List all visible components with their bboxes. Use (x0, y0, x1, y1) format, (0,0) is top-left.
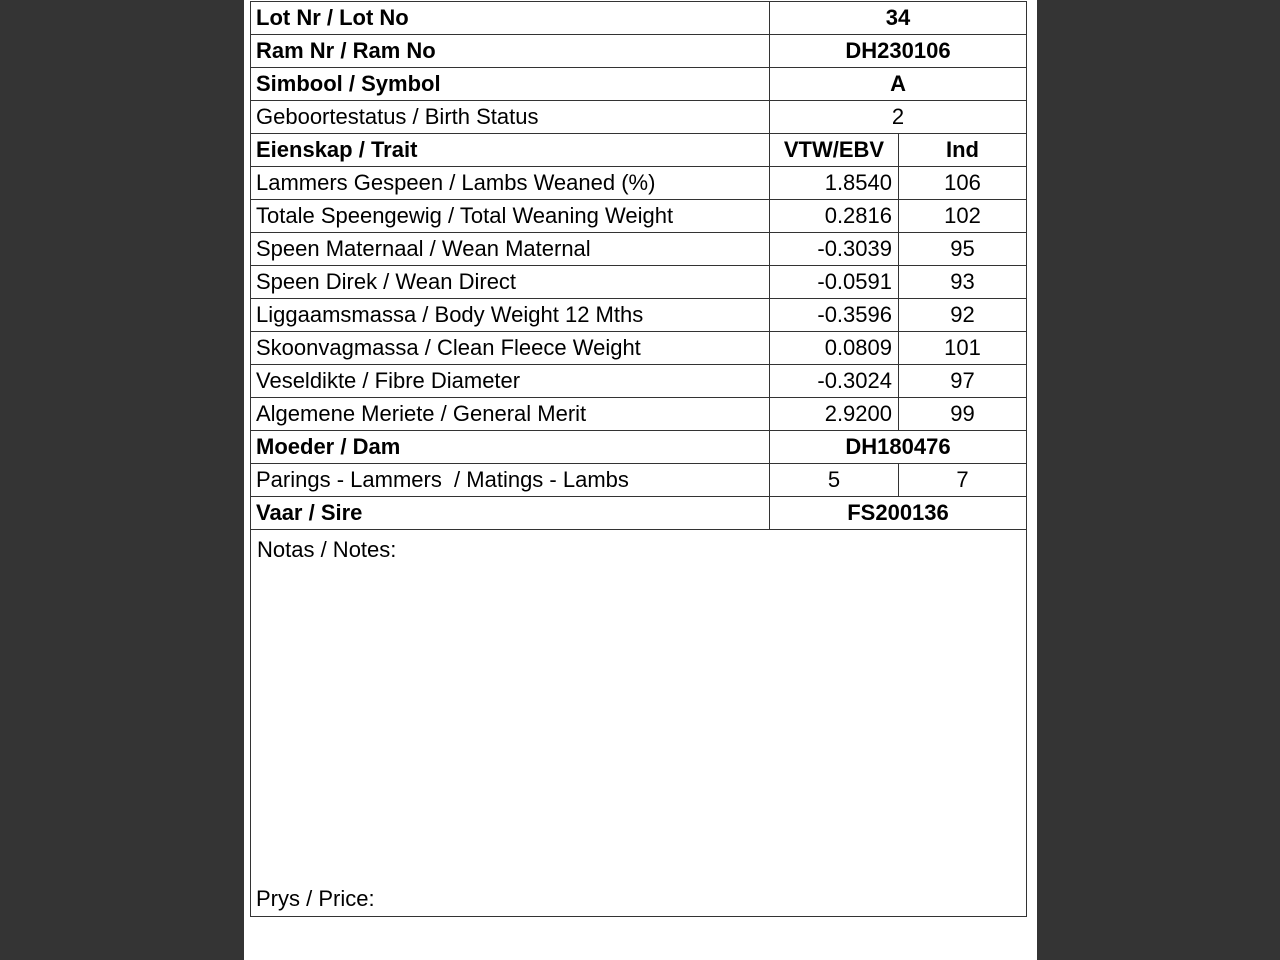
trait-label: Veseldikte / Fibre Diameter (251, 365, 770, 398)
sire-value: FS200136 (770, 497, 1027, 530)
trait-row (251, 365, 1027, 398)
trait-label: Algemene Meriete / General Merit (251, 398, 770, 431)
sire-row (251, 497, 1027, 530)
trait-row (251, 398, 1027, 431)
ind-header: Ind (899, 134, 1027, 167)
trait-label: Lammers Gespeen / Lambs Weaned (%) (251, 167, 770, 200)
lot-sheet (244, 0, 1037, 960)
price-label: Prys / Price: (256, 886, 375, 911)
trait-row (251, 266, 1027, 299)
trait-ind: 95 (899, 233, 1027, 266)
lambs-count: 7 (899, 464, 1027, 497)
notes-label: Notas / Notes: (257, 537, 397, 562)
ram-label: Ram Nr / Ram No (251, 35, 770, 68)
birth-status-value: 2 (770, 101, 1027, 134)
dam-value: DH180476 (770, 431, 1027, 464)
symbol-row (251, 68, 1027, 101)
dam-label: Moeder / Dam (251, 431, 770, 464)
matings-label: Parings - Lammers / Matings - Lambs (251, 464, 770, 497)
trait-label: Skoonvagmassa / Clean Fleece Weight (251, 332, 770, 365)
trait-ebv: 0.0809 (770, 332, 899, 365)
lot-row (251, 2, 1027, 35)
ebv-header: VTW/EBV (770, 134, 899, 167)
trait-header-label: Eienskap / Trait (251, 134, 770, 167)
trait-ind: 93 (899, 266, 1027, 299)
trait-label: Speen Direk / Wean Direct (251, 266, 770, 299)
trait-row (251, 299, 1027, 332)
trait-ind: 92 (899, 299, 1027, 332)
matings-row (251, 464, 1027, 497)
trait-ebv: -0.3024 (770, 365, 899, 398)
trait-row (251, 233, 1027, 266)
dam-row (251, 431, 1027, 464)
notes-row (251, 530, 1027, 917)
trait-row (251, 332, 1027, 365)
traits-header-row (251, 134, 1027, 167)
trait-ebv: -0.3596 (770, 299, 899, 332)
birth-status-label: Geboortestatus / Birth Status (251, 101, 770, 134)
ram-info-table (250, 1, 1027, 917)
trait-ind: 101 (899, 332, 1027, 365)
symbol-label: Simbool / Symbol (251, 68, 770, 101)
trait-ind: 106 (899, 167, 1027, 200)
sire-label: Vaar / Sire (251, 497, 770, 530)
trait-ind: 102 (899, 200, 1027, 233)
trait-ebv: 0.2816 (770, 200, 899, 233)
ram-row (251, 35, 1027, 68)
trait-ind: 99 (899, 398, 1027, 431)
trait-row (251, 200, 1027, 233)
trait-ebv: -0.0591 (770, 266, 899, 299)
trait-row (251, 167, 1027, 200)
trait-ebv: 2.9200 (770, 398, 899, 431)
trait-ebv: 1.8540 (770, 167, 899, 200)
symbol-value: A (770, 68, 1027, 101)
matings-count: 5 (770, 464, 899, 497)
trait-label: Liggaamsmassa / Body Weight 12 Mths (251, 299, 770, 332)
lot-value: 34 (770, 2, 1027, 35)
trait-ind: 97 (899, 365, 1027, 398)
trait-label: Speen Maternaal / Wean Maternal (251, 233, 770, 266)
lot-label: Lot Nr / Lot No (251, 2, 770, 35)
ram-value: DH230106 (770, 35, 1027, 68)
birth-status-row (251, 101, 1027, 134)
trait-ebv: -0.3039 (770, 233, 899, 266)
trait-label: Totale Speengewig / Total Weaning Weight (251, 200, 770, 233)
notes-box (251, 530, 1027, 917)
